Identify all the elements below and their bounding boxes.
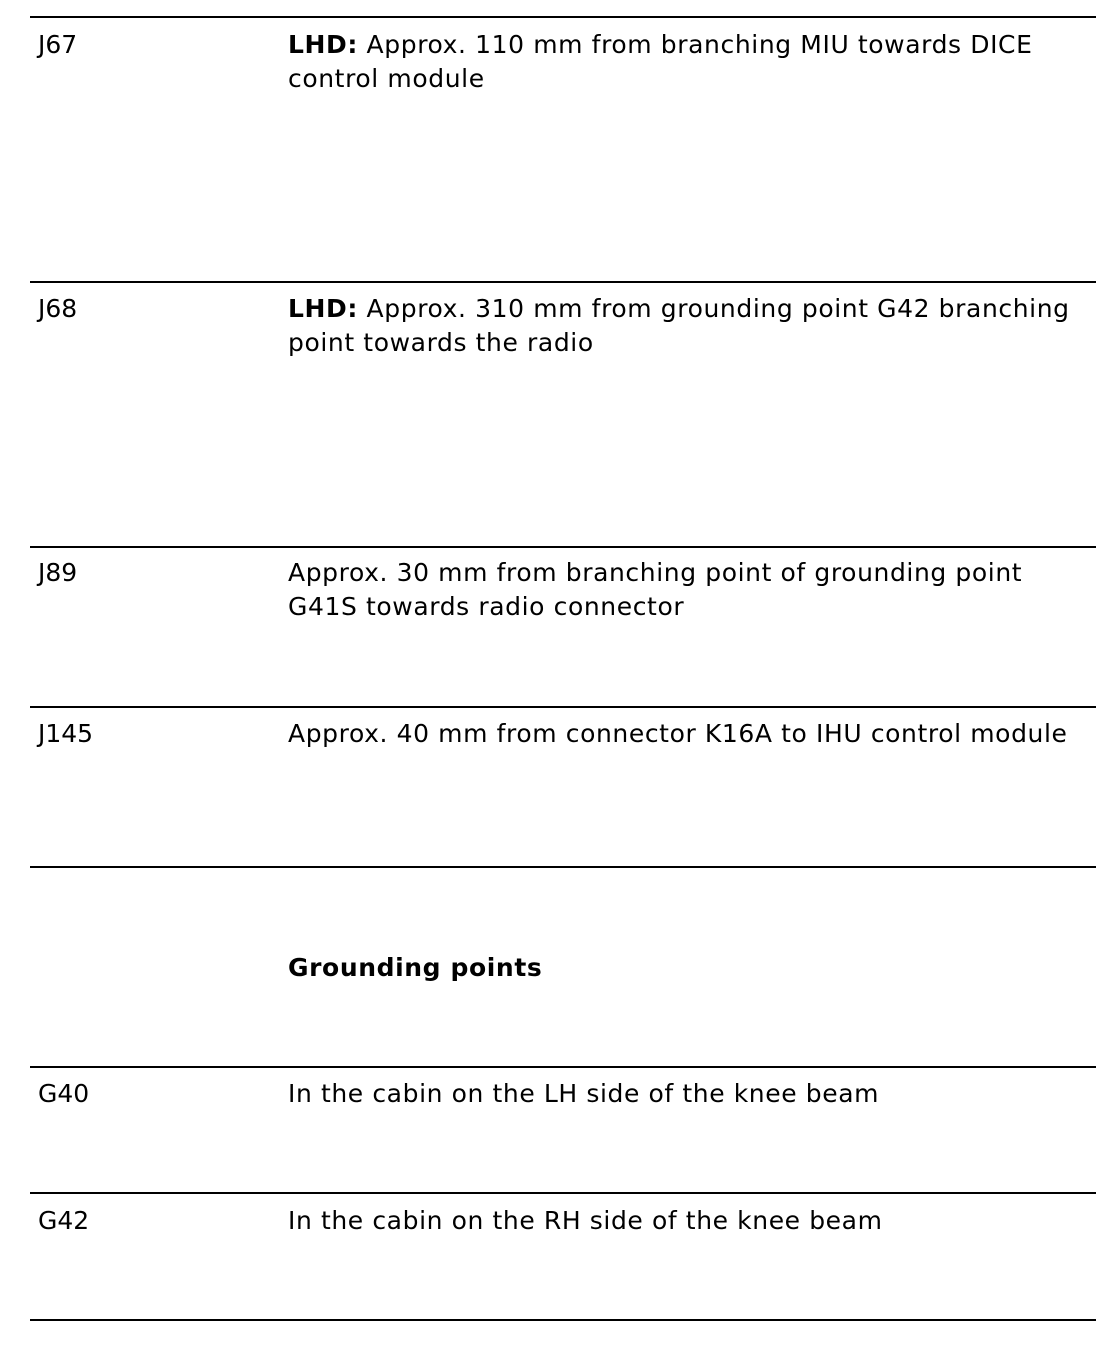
section-heading: Grounding points: [288, 953, 543, 982]
lhd-label: LHD:: [288, 294, 359, 323]
row-code: J145: [38, 719, 94, 748]
table-top-rule: [30, 16, 1096, 18]
row-code: J89: [38, 558, 78, 587]
row-description: Approx. 30 mm from branching point of grounding point G41S towards radio connector: [288, 558, 1023, 621]
row-divider: [30, 546, 1096, 548]
row-description: Approx. 40 mm from connector K16A to IHU control module: [288, 719, 1068, 748]
row-code: J68: [38, 294, 78, 323]
row-divider: [30, 866, 1096, 868]
row-divider: [30, 706, 1096, 708]
row-divider: [30, 1192, 1096, 1194]
row-description: In the cabin on the RH side of the knee beam: [288, 1206, 883, 1235]
row-description: [288, 28, 1088, 96]
row-description: [288, 292, 1088, 360]
lhd-label: LHD:: [288, 30, 359, 59]
row-divider: [30, 281, 1096, 283]
row-divider: [30, 1066, 1096, 1068]
table-bottom-rule: [30, 1319, 1096, 1321]
row-description-text: Approx. 310 mm from grounding point G42 branching point towards the radio: [288, 294, 1070, 357]
row-description-text: Approx. 110 mm from branching MIU towards DICE control module: [288, 30, 1033, 93]
row-code: G40: [38, 1079, 90, 1108]
row-description: In the cabin on the LH side of the knee beam: [288, 1079, 880, 1108]
row-code: G42: [38, 1206, 90, 1235]
row-code: J67: [38, 30, 78, 59]
